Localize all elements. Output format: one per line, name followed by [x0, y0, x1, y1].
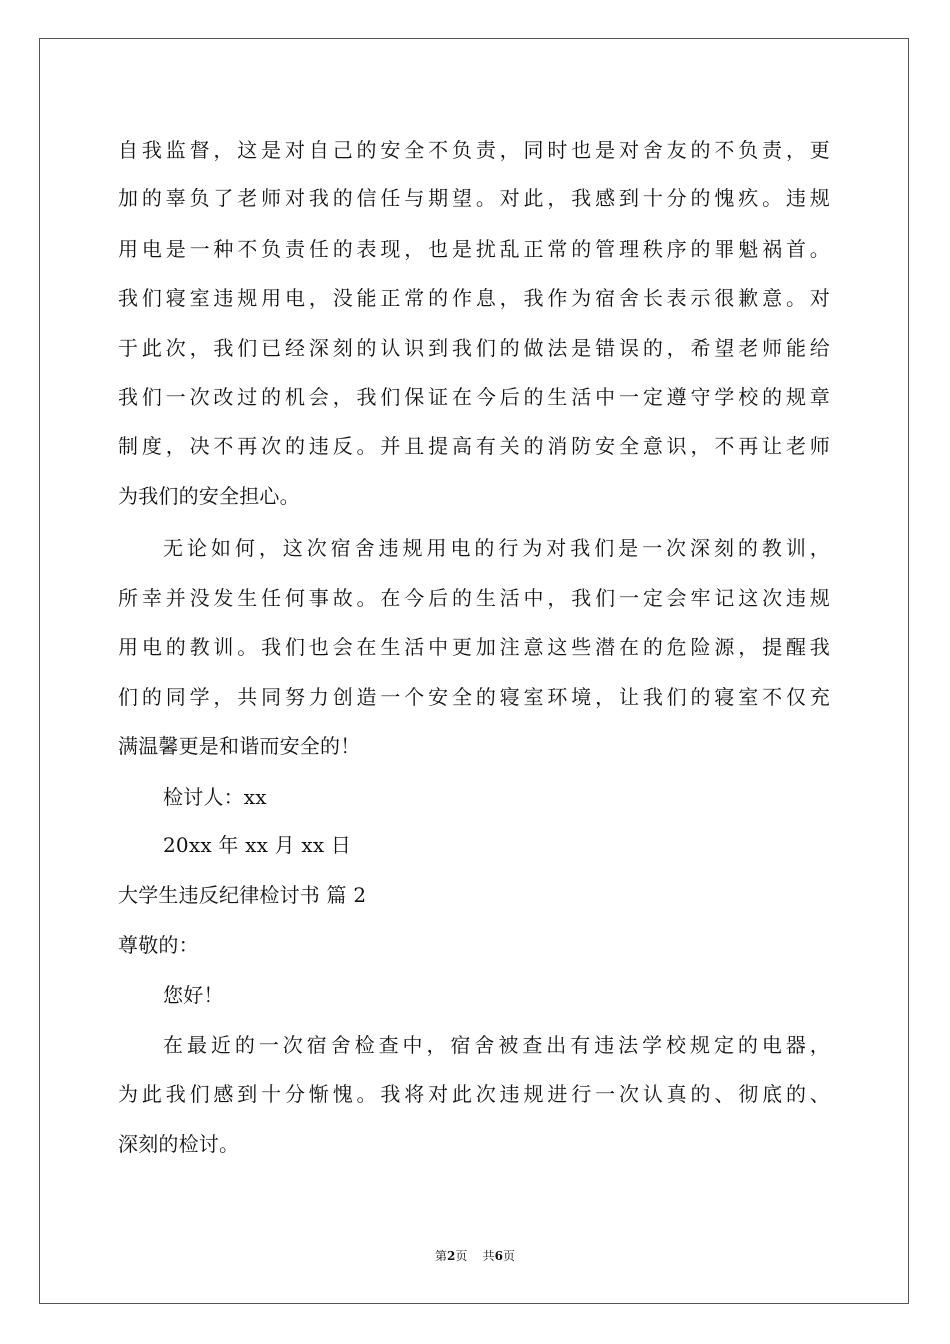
page-suffix: 页 — [502, 1249, 515, 1263]
paragraph-2-line-5: 满温馨更是和谐而安全的！ — [118, 734, 361, 758]
paragraph-2-line-4: 们的同学，共同努力创造一个安全的寝室环境，让我们的寝室不仅充 — [118, 685, 830, 709]
page-prefix: 第 — [434, 1249, 447, 1263]
signature: 检讨人：xx — [163, 785, 267, 809]
paragraph-2-line-3: 用电的教训。我们也会在生活中更加注意这些潜在的危险源，提醒我 — [118, 635, 830, 659]
paragraph-1-line-8: 为我们的安全担心。 — [118, 484, 300, 508]
paragraph-3-line-3: 深刻的检讨。 — [118, 1132, 240, 1156]
section-title: 大学生违反纪律检讨书 篇 2 — [118, 883, 367, 907]
paragraph-2-line-1: 无论如何，这次宿舍违规用电的行为对我们是一次深刻的教训， — [163, 536, 830, 560]
page-mid: 页 共 — [455, 1249, 495, 1263]
paragraph-1-line-3: 用电是一种不负责任的表现，也是扰乱正常的管理秩序的罪魁祸首。 — [118, 237, 830, 261]
paragraph-1-line-6: 我们一次改过的机会，我们保证在今后的生活中一定遵守学校的规章 — [118, 385, 830, 409]
greeting: 您好！ — [163, 983, 224, 1007]
paragraph-1-line-7: 制度，决不再次的违反。并且提高有关的消防安全意识，不再让老师 — [118, 434, 830, 458]
paragraph-3-line-2: 为此我们感到十分惭愧。我将对此次违规进行一次认真的、彻底的、 — [118, 1082, 830, 1106]
paragraph-1-line-1: 自我监督，这是对自己的安全不负责，同时也是对舍友的不负责，更 — [118, 138, 830, 162]
page-current-number: 2 — [447, 1249, 456, 1263]
page-border — [39, 38, 909, 1304]
paragraph-1-line-4: 我们寝室违规用电，没能正常的作息，我作为宿舍长表示很歉意。对 — [118, 286, 830, 310]
page-total-number: 6 — [494, 1249, 503, 1263]
date: 20xx 年 xx 月 xx 日 — [163, 833, 352, 857]
paragraph-2-line-2: 所幸并没发生任何事故。在今后的生活中，我们一定会牢记这次违规 — [118, 586, 830, 610]
paragraph-3-line-1: 在最近的一次宿舍检查中，宿舍被查出有违法学校规定的电器， — [163, 1033, 830, 1057]
paragraph-1-line-5: 于此次，我们已经深刻的认识到我们的做法是错误的，希望老师能给 — [118, 336, 830, 360]
paragraph-1-line-2: 加的辜负了老师对我的信任与期望。对此，我感到十分的愧疚。违规 — [118, 186, 830, 210]
salutation: 尊敬的： — [118, 933, 199, 957]
page-footer — [0, 1248, 950, 1264]
